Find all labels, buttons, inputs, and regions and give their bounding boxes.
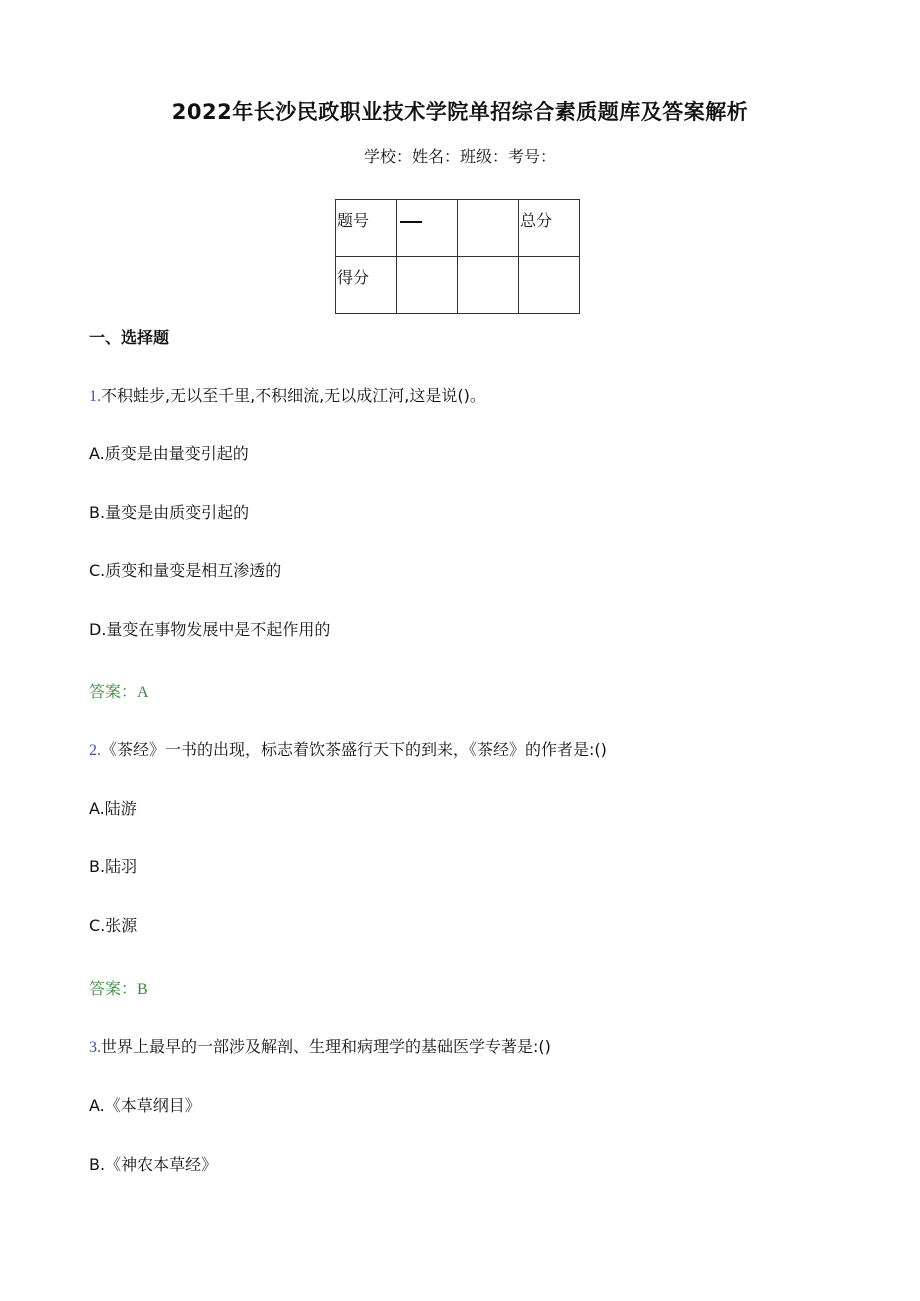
option-1a: A.质变是由量变引起的 — [89, 444, 249, 463]
score-cell-blank — [397, 257, 458, 314]
answer-value: B — [137, 981, 148, 998]
option-1b: B.量变是由质变引起的 — [89, 503, 250, 522]
score-table-row-header — [336, 200, 580, 257]
question-text: 《茶经》一书的出现，标志着饮茶盛行天下的到来，《茶经》的作者是:() — [101, 740, 607, 759]
question-number: 3. — [89, 1039, 101, 1056]
question-number: 2. — [89, 742, 101, 759]
section-title: 一、选择题 — [89, 328, 170, 347]
score-cell-blank — [519, 257, 580, 314]
question-2 — [89, 737, 607, 760]
answer-1 — [89, 679, 149, 702]
option-2b: B.陆羽 — [89, 857, 138, 876]
option-2a: A.陆游 — [89, 799, 137, 818]
score-cell-total: 总分 — [519, 200, 580, 257]
document-title: 2022年长沙民政职业技术学院单招综合素质题库及答案解析 — [171, 100, 749, 124]
answer-label: 答案： — [89, 979, 138, 998]
dash-mark — [400, 221, 422, 223]
option-3b: B.《神农本草经》 — [89, 1155, 218, 1174]
student-info-line: 学校：姓名：班级：考号： — [363, 147, 556, 166]
question-3 — [89, 1034, 551, 1057]
question-number: 1. — [89, 388, 101, 405]
option-1c: C.质变和量变是相互渗透的 — [89, 561, 282, 580]
score-cell-section-2 — [458, 200, 519, 257]
option-2c: C.张源 — [89, 916, 138, 935]
answer-value: A — [137, 684, 149, 701]
score-cell-section-1 — [397, 200, 458, 257]
score-cell-blank — [458, 257, 519, 314]
score-table — [335, 199, 580, 314]
answer-2 — [89, 976, 148, 999]
option-3a: A.《本草纲目》 — [89, 1096, 201, 1115]
question-text: 不积蛙步,无以至千里,不积细流,无以成江河,这是说()。 — [101, 386, 486, 405]
question-text: 世界上最早的一部涉及解剖、生理和病理学的基础医学专著是:() — [101, 1037, 551, 1056]
option-1d: D.量变在事物发展中是不起作用的 — [89, 620, 331, 639]
score-cell-label: 得分 — [336, 257, 397, 314]
score-table-row-score — [336, 257, 580, 314]
score-cell-label: 题号 — [336, 200, 397, 257]
answer-label: 答案： — [89, 682, 138, 701]
question-1 — [89, 383, 486, 406]
